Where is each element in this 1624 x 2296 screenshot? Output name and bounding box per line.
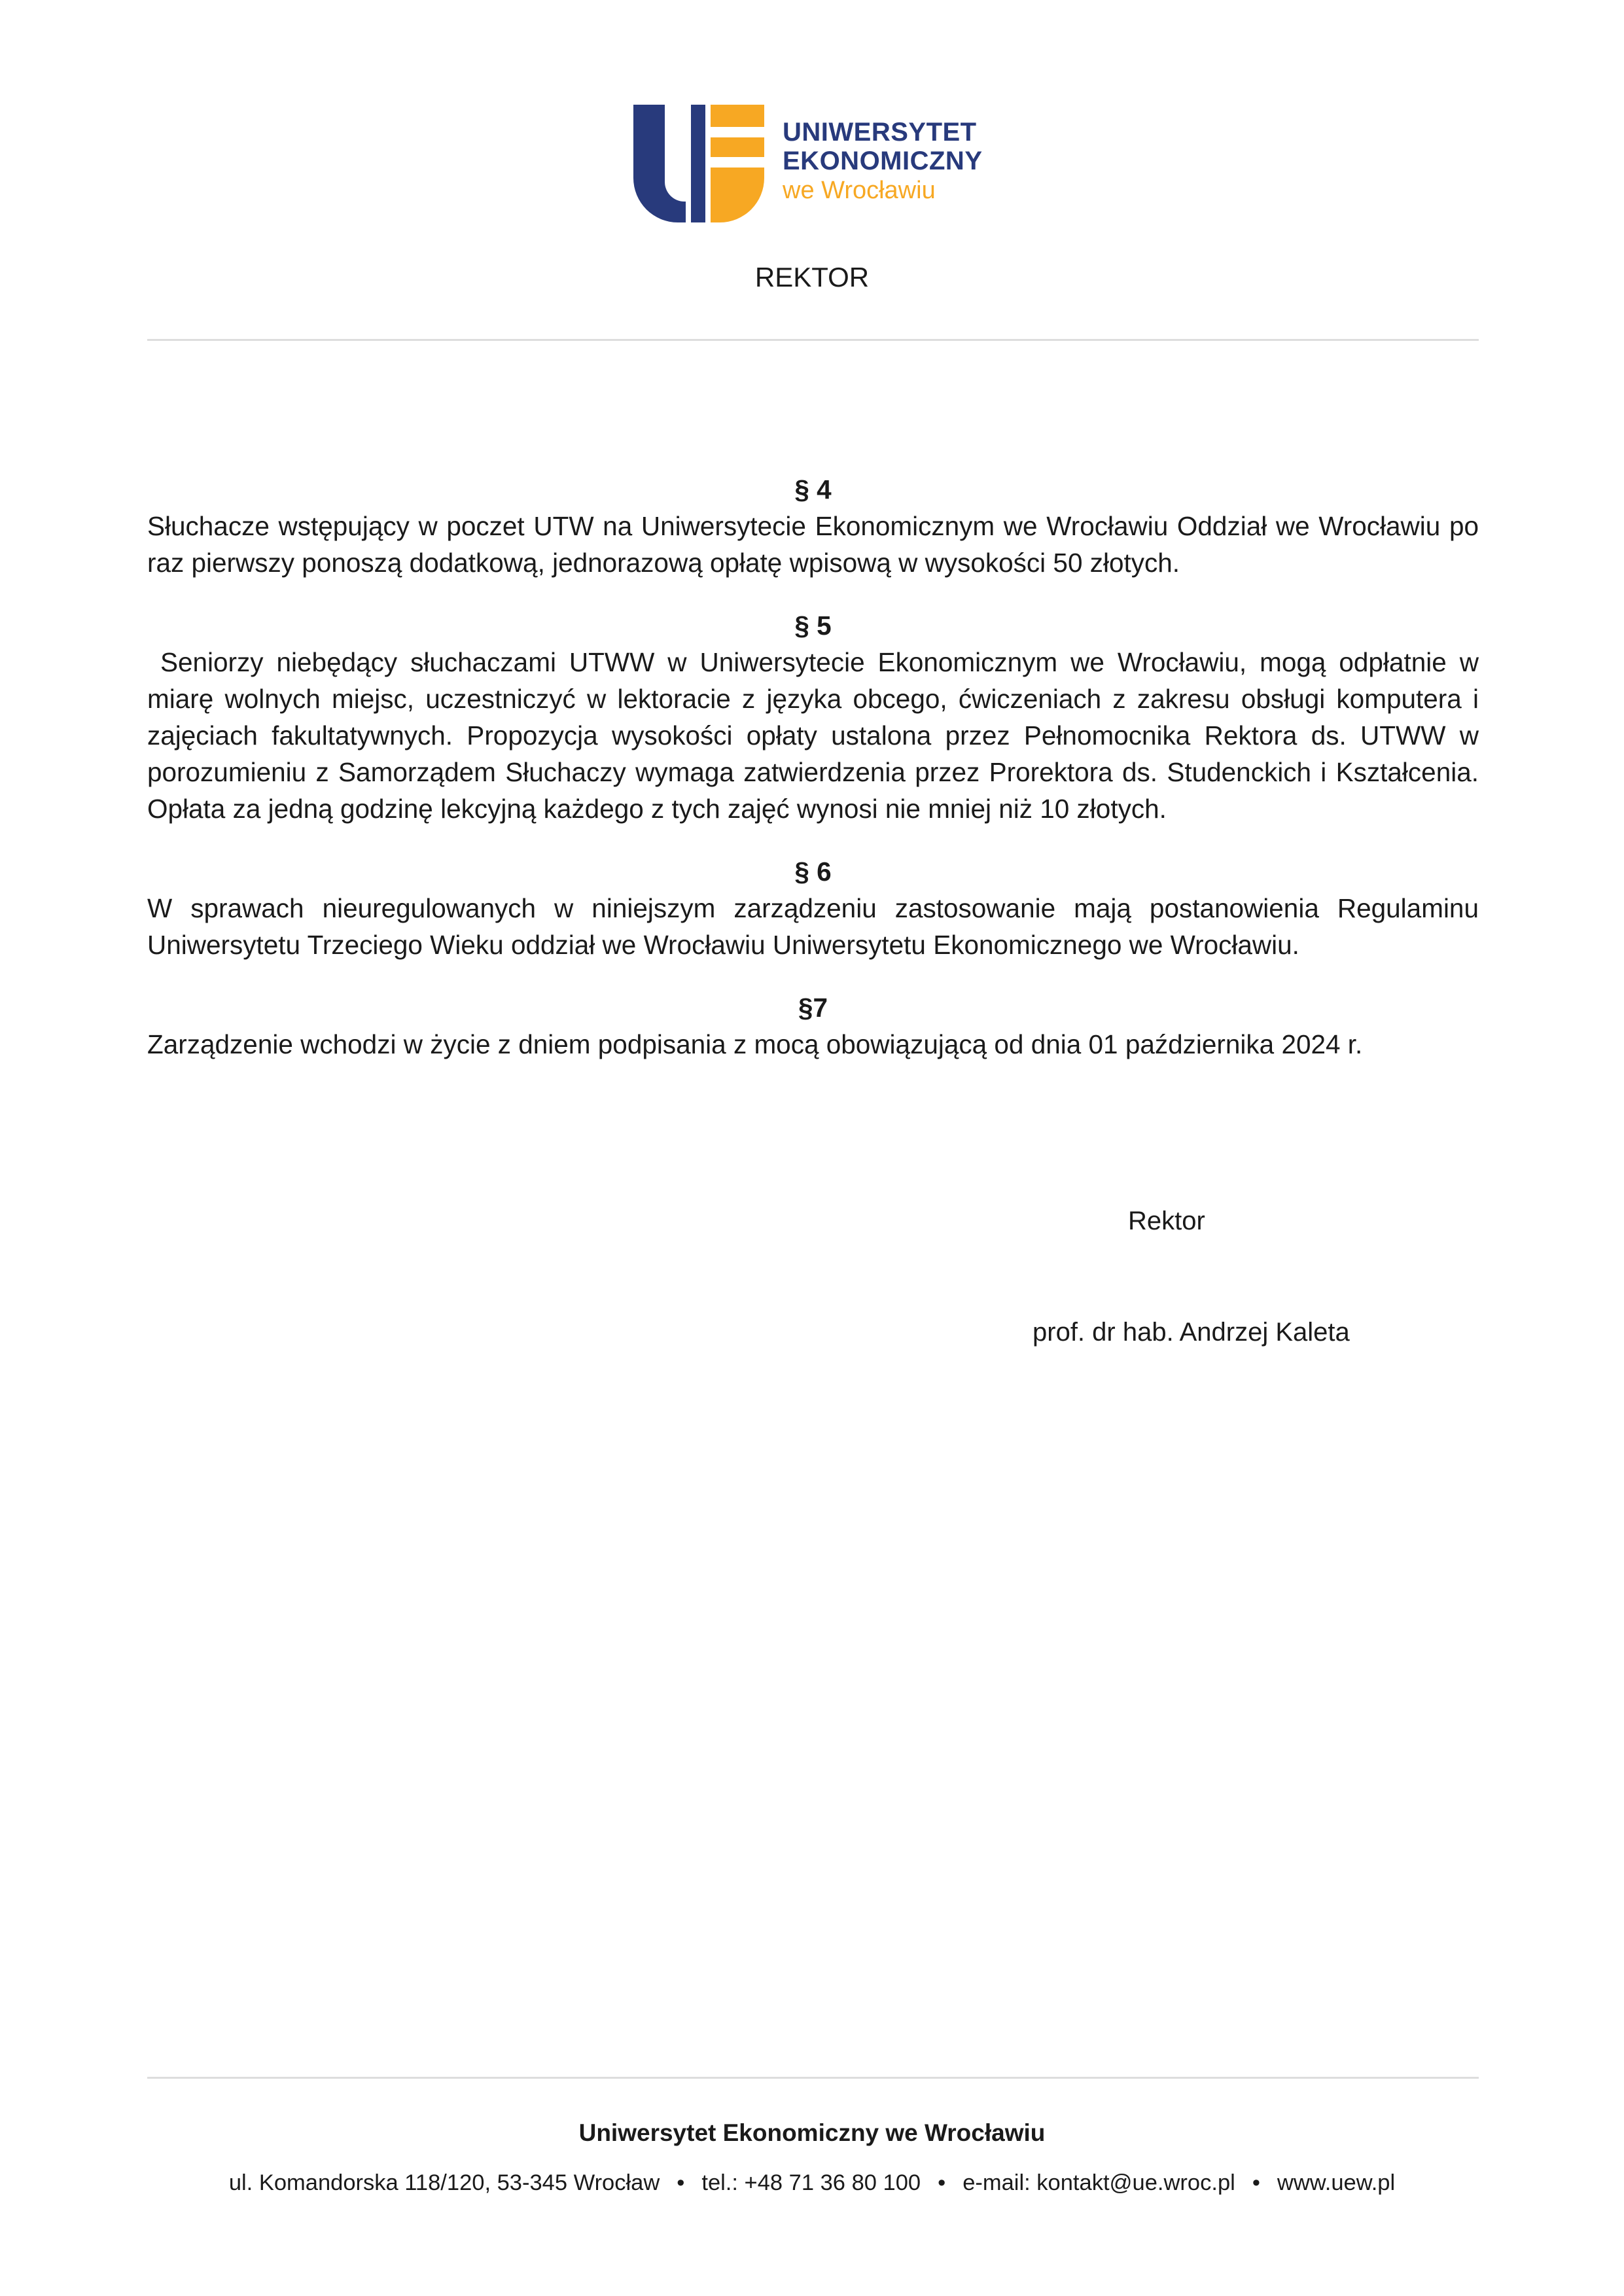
logo-u-shape [633,105,686,222]
bullet-separator: • [677,2170,685,2195]
section-title: § 5 [794,610,832,641]
section-text: Zarządzenie wchodzi w życie z dniem podpisania z mocą obowiązującą od dnia 01 października 2024 r. [147,1029,1363,1059]
footer-contact-line [0,2168,1624,2198]
university-logo-text [783,118,983,205]
section-title: §7 [798,993,828,1023]
section-text: Seniorzy niebędący słuchaczami UTWW w Uniwersytecie Ekonomicznym we Wrocławiu, mogą odpłatnie w miarę wolnych miejsc, uczestniczyć w lektoracie z języka obcego, ćwiczeniach z zakresu obsługi komputera i zajęciach fakultatywnych. Propozycja wysokości opłaty ustalona przez Pełnomocnika Rektora ds. UTWW w porozumieniu z Samorządem Słuchaczy wymaga zatwierdzenia przez Prorektora ds. Studenckich i Kształcenia. Opłata za jedną godzinę lekcyjną każdego z tych zajęć wynosi nie mniej niż 10 złotych. [147,647,1487,824]
section-title: § 4 [794,474,832,504]
section-paragraph-6 [147,853,1479,963]
section-paragraph-4 [147,471,1479,581]
section-paragraph-5 [147,607,1487,827]
bullet-separator: • [1252,2170,1260,2195]
logo-e-stem [691,105,705,222]
footer-university-name: Uniwersytet Ekonomiczny we Wrocławiu [578,2119,1046,2146]
logo-line-2: EKONOMICZNY [783,147,983,175]
section-text: W sprawach nieuregulowanych w niniejszym zarządzeniu zastosowanie mają postanowienia Regulaminu Uniwersytetu Trzeciego Wieku oddział we Wrocławiu Uniwersytetu Ekonomicznego we Wrocławiu. [147,893,1479,960]
logo-line-3: we Wrocławiu [783,177,936,204]
footer-email: e-mail: kontakt@ue.wroc.pl [962,2170,1235,2195]
bullet-separator: • [938,2170,946,2195]
footer-website: www.uew.pl [1277,2170,1396,2195]
logo-e-bar-top [711,105,764,127]
footer-phone: tel.: +48 71 36 80 100 [701,2170,921,2195]
signature-name: prof. dr hab. Andrzej Kaleta [1033,1318,1350,1347]
section-title: § 6 [794,857,832,887]
logo-line-1: UNIWERSYTET [783,118,977,147]
section-text: Słuchacze wstępujący w poczet UTW na Uniwersytecie Ekonomicznym we Wrocławiu Oddział we Wrocławiu po raz pierwszy ponoszą dodatkową, jednorazową opłatę wpisową w wysokości 50 złotych. [147,511,1479,578]
document-header-title: REKTOR [754,262,870,292]
footer-divider [147,2077,1479,2079]
university-logo-mark [633,105,764,222]
logo-e-bar-middle [711,137,764,157]
signature-title: Rektor [1128,1207,1205,1235]
logo-e-bar-bottom [711,168,764,222]
section-paragraph-7 [147,989,1479,1063]
document-body [147,471,1487,1089]
header-divider [147,339,1479,341]
footer-address: ul. Komandorska 118/120, 53-345 Wrocław [228,2170,660,2195]
university-logo [633,105,1026,222]
